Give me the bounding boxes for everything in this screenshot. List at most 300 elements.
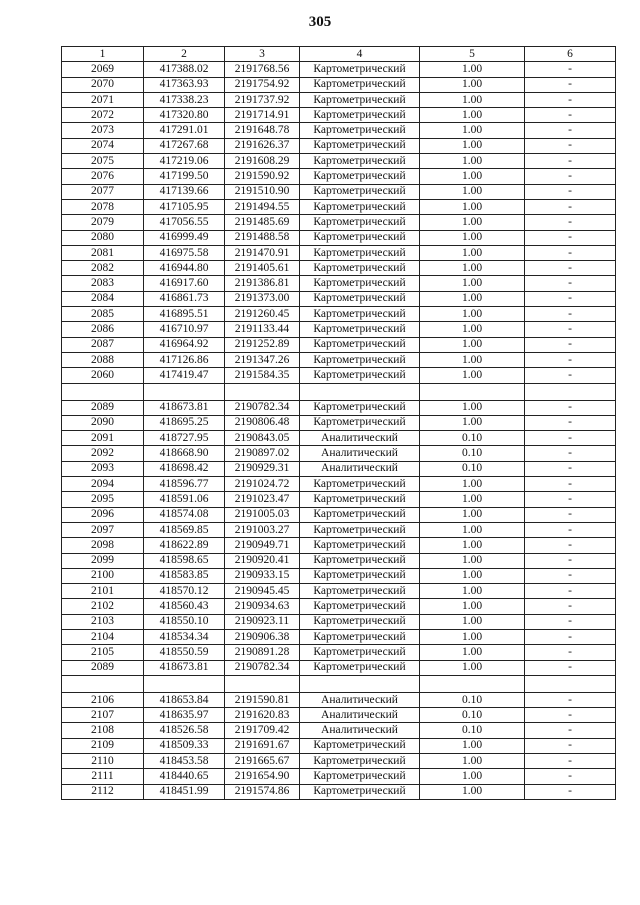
table-cell: 418550.10 bbox=[144, 614, 225, 629]
table-cell: 416861.73 bbox=[144, 291, 225, 306]
table-cell: 1.00 bbox=[420, 230, 525, 245]
table-cell: - bbox=[525, 599, 616, 614]
table-cell: 1.00 bbox=[420, 108, 525, 123]
table-cell: 2191005.03 bbox=[225, 507, 300, 522]
table-cell: Аналитический bbox=[300, 723, 420, 738]
table-cell: 1.00 bbox=[420, 415, 525, 430]
table-cell: 2092 bbox=[62, 446, 144, 461]
table-cell: 2190782.34 bbox=[225, 400, 300, 415]
table-row bbox=[62, 645, 616, 660]
table-cell: 1.00 bbox=[420, 738, 525, 753]
table-cell: - bbox=[525, 723, 616, 738]
table-cell: 2191691.67 bbox=[225, 738, 300, 753]
table-row bbox=[62, 461, 616, 476]
table-cell: 1.00 bbox=[420, 754, 525, 769]
table-row bbox=[62, 62, 616, 77]
table-cell: - bbox=[525, 446, 616, 461]
table-cell: 1.00 bbox=[420, 123, 525, 138]
table-cell: 1.00 bbox=[420, 645, 525, 660]
table-cell: 418598.65 bbox=[144, 553, 225, 568]
table-cell: 2083 bbox=[62, 276, 144, 291]
table-row bbox=[62, 138, 616, 153]
table-cell: 2087 bbox=[62, 337, 144, 352]
table-cell: 2091 bbox=[62, 431, 144, 446]
table-row bbox=[62, 230, 616, 245]
table-row bbox=[62, 169, 616, 184]
table-cell: 417219.06 bbox=[144, 154, 225, 169]
table-cell: 1.00 bbox=[420, 92, 525, 107]
table-cell: 1.00 bbox=[420, 769, 525, 784]
table-row bbox=[62, 123, 616, 138]
table-cell: Картометрический bbox=[300, 77, 420, 92]
table-cell bbox=[225, 675, 300, 692]
table-cell: 2190920.41 bbox=[225, 553, 300, 568]
table-row bbox=[62, 522, 616, 537]
table-row bbox=[62, 492, 616, 507]
table-cell: 418574.08 bbox=[144, 507, 225, 522]
table-cell: - bbox=[525, 400, 616, 415]
table-cell: 2110 bbox=[62, 754, 144, 769]
table-cell: 1.00 bbox=[420, 169, 525, 184]
table-cell: 1.00 bbox=[420, 584, 525, 599]
table-cell: - bbox=[525, 769, 616, 784]
table-cell: 1.00 bbox=[420, 400, 525, 415]
table-cell: 2191665.67 bbox=[225, 754, 300, 769]
table-cell: 418550.59 bbox=[144, 645, 225, 660]
table-cell: - bbox=[525, 708, 616, 723]
table-cell: 0.10 bbox=[420, 446, 525, 461]
table-cell: 2190929.31 bbox=[225, 461, 300, 476]
table-cell: Картометрический bbox=[300, 138, 420, 153]
table-cell: 418453.58 bbox=[144, 754, 225, 769]
table-cell: Картометрический bbox=[300, 754, 420, 769]
table-cell: 2191470.91 bbox=[225, 245, 300, 260]
page-number: 305 bbox=[308, 14, 332, 30]
table-cell: 417291.01 bbox=[144, 123, 225, 138]
table-cell: 2190806.48 bbox=[225, 415, 300, 430]
table-cell: 416999.49 bbox=[144, 230, 225, 245]
table-cell: 1.00 bbox=[420, 368, 525, 383]
table-row bbox=[62, 276, 616, 291]
table-cell: - bbox=[525, 461, 616, 476]
table-cell: - bbox=[525, 754, 616, 769]
table-cell: 418526.58 bbox=[144, 723, 225, 738]
table-cell: 2081 bbox=[62, 245, 144, 260]
table-cell: 2190897.02 bbox=[225, 446, 300, 461]
table-cell: 2079 bbox=[62, 215, 144, 230]
table-cell: 1.00 bbox=[420, 352, 525, 367]
table-cell: 418698.42 bbox=[144, 461, 225, 476]
table-cell: 1.00 bbox=[420, 62, 525, 77]
table-cell: 2112 bbox=[62, 784, 144, 799]
table-row bbox=[62, 337, 616, 352]
table-cell: - bbox=[525, 245, 616, 260]
table-row bbox=[62, 77, 616, 92]
table-cell: 2097 bbox=[62, 522, 144, 537]
table-cell: 2191608.29 bbox=[225, 154, 300, 169]
table-row bbox=[62, 215, 616, 230]
table-cell: - bbox=[525, 522, 616, 537]
table-cell: 1.00 bbox=[420, 492, 525, 507]
table-cell: 2191347.26 bbox=[225, 352, 300, 367]
column-header: 1 bbox=[62, 47, 144, 62]
table-cell: Аналитический bbox=[300, 461, 420, 476]
table-cell: 2102 bbox=[62, 599, 144, 614]
table-cell: 418509.33 bbox=[144, 738, 225, 753]
table-cell: 2190891.28 bbox=[225, 645, 300, 660]
table-cell: 418534.34 bbox=[144, 629, 225, 644]
table-cell: 418440.65 bbox=[144, 769, 225, 784]
table-cell: Картометрический bbox=[300, 492, 420, 507]
table-cell: 417105.95 bbox=[144, 199, 225, 214]
table-row bbox=[62, 675, 616, 692]
table-cell: 2190934.63 bbox=[225, 599, 300, 614]
table-cell: 2090 bbox=[62, 415, 144, 430]
table-cell: 2191252.89 bbox=[225, 337, 300, 352]
table-cell: Картометрический bbox=[300, 337, 420, 352]
table-row bbox=[62, 784, 616, 799]
table-cell: 417199.50 bbox=[144, 169, 225, 184]
table-cell: Аналитический bbox=[300, 446, 420, 461]
table-cell: Картометрический bbox=[300, 215, 420, 230]
table-cell: 418695.25 bbox=[144, 415, 225, 430]
table-row bbox=[62, 431, 616, 446]
table-row bbox=[62, 383, 616, 400]
table-row bbox=[62, 660, 616, 675]
table-cell: 1.00 bbox=[420, 337, 525, 352]
table-cell: 418668.90 bbox=[144, 446, 225, 461]
table-cell: Картометрический bbox=[300, 154, 420, 169]
table-cell: - bbox=[525, 276, 616, 291]
table-cell: - bbox=[525, 784, 616, 799]
table-cell: 2191654.90 bbox=[225, 769, 300, 784]
table-cell: 2191133.44 bbox=[225, 322, 300, 337]
table-cell: Картометрический bbox=[300, 291, 420, 306]
table-cell: 1.00 bbox=[420, 568, 525, 583]
table-row bbox=[62, 368, 616, 383]
coordinates-table bbox=[61, 46, 616, 800]
table-cell: - bbox=[525, 230, 616, 245]
table-cell: - bbox=[525, 108, 616, 123]
table-cell: 2190843.05 bbox=[225, 431, 300, 446]
table-cell: 2089 bbox=[62, 660, 144, 675]
table-cell: 2096 bbox=[62, 507, 144, 522]
table-cell: 2190949.71 bbox=[225, 538, 300, 553]
table-row bbox=[62, 738, 616, 753]
table-cell: 2082 bbox=[62, 261, 144, 276]
table-cell: Картометрический bbox=[300, 322, 420, 337]
table-cell: Картометрический bbox=[300, 614, 420, 629]
table-cell: 2191485.69 bbox=[225, 215, 300, 230]
table-cell bbox=[300, 383, 420, 400]
table-row bbox=[62, 108, 616, 123]
table-cell: - bbox=[525, 368, 616, 383]
table-cell: 1.00 bbox=[420, 261, 525, 276]
table-cell: 417126.86 bbox=[144, 352, 225, 367]
table-row bbox=[62, 415, 616, 430]
table-cell: Картометрический bbox=[300, 199, 420, 214]
table-cell bbox=[62, 675, 144, 692]
table-cell: 2191494.55 bbox=[225, 199, 300, 214]
table-cell: Аналитический bbox=[300, 692, 420, 707]
table-cell: 417388.02 bbox=[144, 62, 225, 77]
table-cell: - bbox=[525, 415, 616, 430]
table-cell bbox=[420, 675, 525, 692]
table-cell: Картометрический bbox=[300, 629, 420, 644]
table-cell: 1.00 bbox=[420, 660, 525, 675]
table-cell: 2098 bbox=[62, 538, 144, 553]
table-cell: - bbox=[525, 154, 616, 169]
table-cell: 2191386.81 bbox=[225, 276, 300, 291]
table-row bbox=[62, 692, 616, 707]
table-cell: 2077 bbox=[62, 184, 144, 199]
table-cell: - bbox=[525, 291, 616, 306]
table-cell: 416917.60 bbox=[144, 276, 225, 291]
table-cell bbox=[225, 383, 300, 400]
table-cell: 2191714.91 bbox=[225, 108, 300, 123]
table-cell: - bbox=[525, 92, 616, 107]
table-cell: - bbox=[525, 692, 616, 707]
table-cell: 2191003.27 bbox=[225, 522, 300, 537]
table-cell: 2191260.45 bbox=[225, 307, 300, 322]
table-cell: Картометрический bbox=[300, 261, 420, 276]
table-cell bbox=[62, 383, 144, 400]
table-cell: 2076 bbox=[62, 169, 144, 184]
table-cell: 1.00 bbox=[420, 184, 525, 199]
table-cell: Картометрический bbox=[300, 169, 420, 184]
table-cell bbox=[525, 675, 616, 692]
table-cell: 1.00 bbox=[420, 199, 525, 214]
table-cell: 2191584.35 bbox=[225, 368, 300, 383]
table-cell: 418673.81 bbox=[144, 660, 225, 675]
table-cell: 2191737.92 bbox=[225, 92, 300, 107]
table-cell: 2190923.11 bbox=[225, 614, 300, 629]
table-cell: 418635.97 bbox=[144, 708, 225, 723]
column-header: 5 bbox=[420, 47, 525, 62]
table-cell: 418653.84 bbox=[144, 692, 225, 707]
table-cell: 2086 bbox=[62, 322, 144, 337]
table-cell: 2191405.61 bbox=[225, 261, 300, 276]
table-cell: - bbox=[525, 492, 616, 507]
table-row bbox=[62, 584, 616, 599]
table-row bbox=[62, 322, 616, 337]
table-cell: Картометрический bbox=[300, 738, 420, 753]
table-cell: 1.00 bbox=[420, 477, 525, 492]
table-cell: 418622.89 bbox=[144, 538, 225, 553]
table-cell: 417267.68 bbox=[144, 138, 225, 153]
table-cell: 2191626.37 bbox=[225, 138, 300, 153]
table-cell: 1.00 bbox=[420, 291, 525, 306]
column-header: 4 bbox=[300, 47, 420, 62]
table-cell: Картометрический bbox=[300, 245, 420, 260]
table-cell: 1.00 bbox=[420, 784, 525, 799]
table-cell: 418727.95 bbox=[144, 431, 225, 446]
table-cell bbox=[144, 675, 225, 692]
table-cell: 417419.47 bbox=[144, 368, 225, 383]
table-cell: 416710.97 bbox=[144, 322, 225, 337]
table-cell: - bbox=[525, 123, 616, 138]
table-cell: 2075 bbox=[62, 154, 144, 169]
table-cell: 2106 bbox=[62, 692, 144, 707]
table-row bbox=[62, 261, 616, 276]
table-header-row bbox=[62, 47, 616, 62]
table-cell: 417363.93 bbox=[144, 77, 225, 92]
table-cell: 418570.12 bbox=[144, 584, 225, 599]
table-cell: Картометрический bbox=[300, 415, 420, 430]
table-cell: 2084 bbox=[62, 291, 144, 306]
table-cell: Картометрический bbox=[300, 307, 420, 322]
table-cell: 1.00 bbox=[420, 77, 525, 92]
table-cell: 2191709.42 bbox=[225, 723, 300, 738]
table-cell: 2071 bbox=[62, 92, 144, 107]
table-cell: - bbox=[525, 584, 616, 599]
table-cell: 416895.51 bbox=[144, 307, 225, 322]
column-header: 2 bbox=[144, 47, 225, 62]
table-cell: Картометрический bbox=[300, 660, 420, 675]
table-cell: 2190782.34 bbox=[225, 660, 300, 675]
table-cell: 1.00 bbox=[420, 276, 525, 291]
table-row bbox=[62, 614, 616, 629]
table-cell: 2072 bbox=[62, 108, 144, 123]
table-cell: - bbox=[525, 62, 616, 77]
table-cell bbox=[300, 675, 420, 692]
table-cell: 2105 bbox=[62, 645, 144, 660]
table-cell: 1.00 bbox=[420, 154, 525, 169]
table-cell: 1.00 bbox=[420, 215, 525, 230]
table-cell: 2078 bbox=[62, 199, 144, 214]
table-cell: 418591.06 bbox=[144, 492, 225, 507]
table-cell bbox=[420, 383, 525, 400]
table-cell: 2109 bbox=[62, 738, 144, 753]
table-cell: - bbox=[525, 660, 616, 675]
table-cell: Картометрический bbox=[300, 645, 420, 660]
table-row bbox=[62, 723, 616, 738]
table-cell: Картометрический bbox=[300, 352, 420, 367]
table-cell: - bbox=[525, 184, 616, 199]
table-cell: - bbox=[525, 568, 616, 583]
table-cell: Картометрический bbox=[300, 477, 420, 492]
table-cell: 418569.85 bbox=[144, 522, 225, 537]
table-cell: 2099 bbox=[62, 553, 144, 568]
table-row bbox=[62, 477, 616, 492]
table-cell: 1.00 bbox=[420, 322, 525, 337]
table-cell: Картометрический bbox=[300, 599, 420, 614]
table-cell: Картометрический bbox=[300, 123, 420, 138]
table-row bbox=[62, 708, 616, 723]
table-cell: 2093 bbox=[62, 461, 144, 476]
table-cell: 2191023.47 bbox=[225, 492, 300, 507]
table-cell: - bbox=[525, 629, 616, 644]
table-cell: 416944.80 bbox=[144, 261, 225, 276]
table-cell: 416975.58 bbox=[144, 245, 225, 260]
table-cell: - bbox=[525, 538, 616, 553]
table-cell: 2191510.90 bbox=[225, 184, 300, 199]
table-cell: - bbox=[525, 352, 616, 367]
table-cell: - bbox=[525, 337, 616, 352]
table-cell: 2190933.15 bbox=[225, 568, 300, 583]
table-cell: Картометрический bbox=[300, 522, 420, 537]
table-cell: Картометрический bbox=[300, 230, 420, 245]
table-row bbox=[62, 568, 616, 583]
table-row bbox=[62, 92, 616, 107]
table-cell: Картометрический bbox=[300, 368, 420, 383]
table-cell: - bbox=[525, 614, 616, 629]
table-cell: 2103 bbox=[62, 614, 144, 629]
table-cell: 2191648.78 bbox=[225, 123, 300, 138]
table-cell: 2073 bbox=[62, 123, 144, 138]
table-cell: Картометрический bbox=[300, 507, 420, 522]
table-row bbox=[62, 629, 616, 644]
table-cell: 2094 bbox=[62, 477, 144, 492]
table-cell: Аналитический bbox=[300, 708, 420, 723]
table-cell: 418560.43 bbox=[144, 599, 225, 614]
table-cell: Картометрический bbox=[300, 62, 420, 77]
table-row bbox=[62, 184, 616, 199]
table-cell: Картометрический bbox=[300, 553, 420, 568]
table-cell: 2095 bbox=[62, 492, 144, 507]
table-cell: 417320.80 bbox=[144, 108, 225, 123]
table-cell: 2088 bbox=[62, 352, 144, 367]
table-cell: 2191590.81 bbox=[225, 692, 300, 707]
table-cell: 2191488.58 bbox=[225, 230, 300, 245]
table-cell: 416964.92 bbox=[144, 337, 225, 352]
table-cell: - bbox=[525, 553, 616, 568]
table-cell: 2191574.86 bbox=[225, 784, 300, 799]
table-row bbox=[62, 553, 616, 568]
table-row bbox=[62, 538, 616, 553]
table-cell: 2190945.45 bbox=[225, 584, 300, 599]
table-cell: 0.10 bbox=[420, 723, 525, 738]
table-cell: 1.00 bbox=[420, 307, 525, 322]
column-header: 6 bbox=[525, 47, 616, 62]
table-cell: Картометрический bbox=[300, 108, 420, 123]
table-cell: 2060 bbox=[62, 368, 144, 383]
table-cell: 1.00 bbox=[420, 245, 525, 260]
table-cell: Картометрический bbox=[300, 769, 420, 784]
table-cell: Картометрический bbox=[300, 784, 420, 799]
table-cell: - bbox=[525, 77, 616, 92]
table-row bbox=[62, 352, 616, 367]
table-cell: - bbox=[525, 477, 616, 492]
table-cell: 2069 bbox=[62, 62, 144, 77]
table-cell: Картометрический bbox=[300, 584, 420, 599]
table-cell: 418673.81 bbox=[144, 400, 225, 415]
table-cell: 418451.99 bbox=[144, 784, 225, 799]
table-cell: 1.00 bbox=[420, 629, 525, 644]
table-cell: Картометрический bbox=[300, 538, 420, 553]
table-cell: 0.10 bbox=[420, 461, 525, 476]
table-cell: 1.00 bbox=[420, 538, 525, 553]
table-cell: 2191768.56 bbox=[225, 62, 300, 77]
table-cell: 1.00 bbox=[420, 553, 525, 568]
table-cell: - bbox=[525, 507, 616, 522]
table-cell: 2089 bbox=[62, 400, 144, 415]
table-cell: Картометрический bbox=[300, 400, 420, 415]
table-row bbox=[62, 307, 616, 322]
table-row bbox=[62, 154, 616, 169]
table-cell: - bbox=[525, 215, 616, 230]
table-cell: 2101 bbox=[62, 584, 144, 599]
table-cell: 0.10 bbox=[420, 692, 525, 707]
table-row bbox=[62, 754, 616, 769]
table-cell: 2107 bbox=[62, 708, 144, 723]
table-cell: 1.00 bbox=[420, 507, 525, 522]
table-cell bbox=[144, 383, 225, 400]
table-cell: - bbox=[525, 169, 616, 184]
table-cell: 2191620.83 bbox=[225, 708, 300, 723]
table-row bbox=[62, 245, 616, 260]
table-row bbox=[62, 400, 616, 415]
